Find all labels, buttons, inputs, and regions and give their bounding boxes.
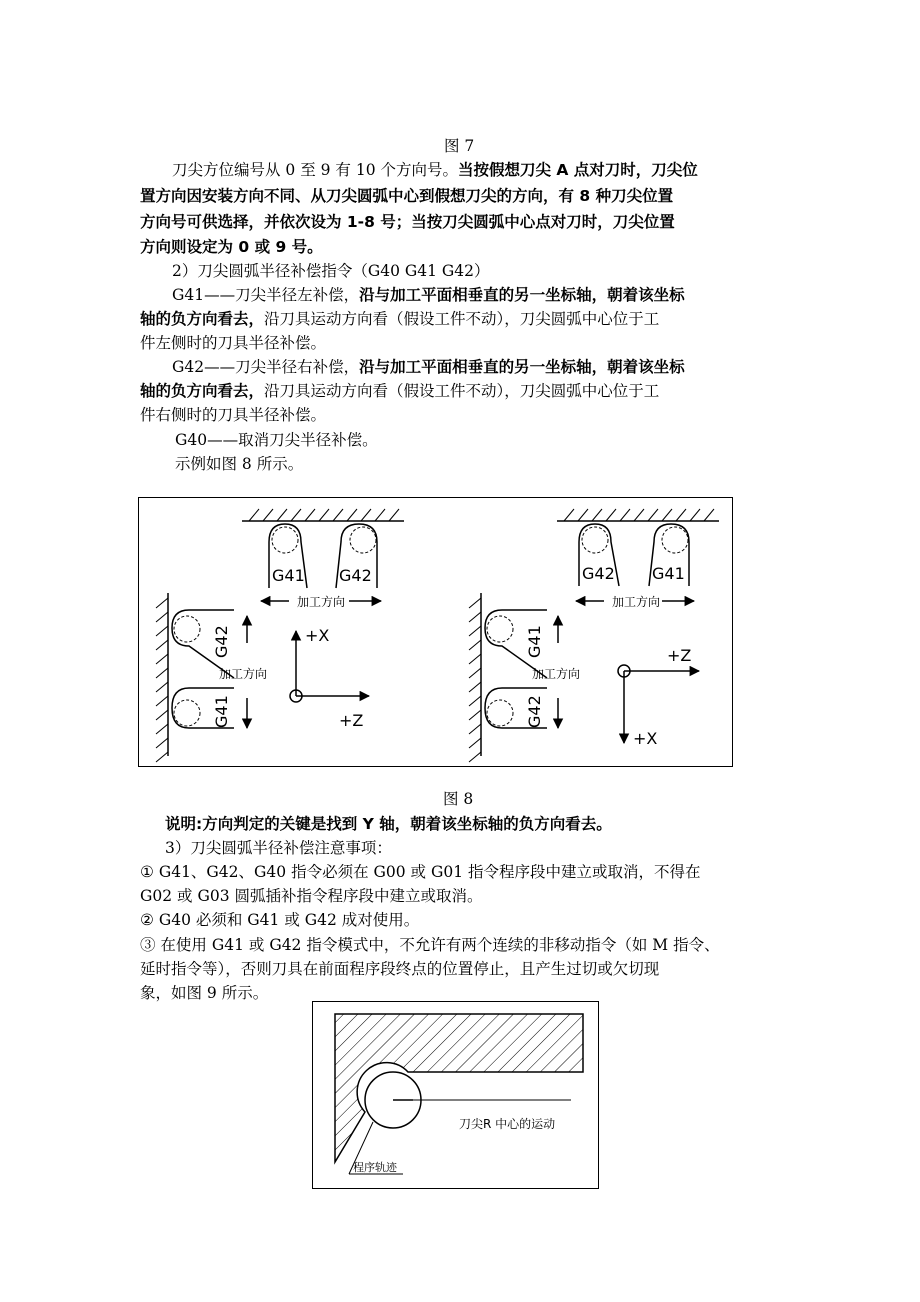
text-bold: 沿与加工平面相垂直的另一坐标轴，朝着该坐标 [359,358,685,376]
g41-line1 [172,283,685,307]
item2-line: ② G40 必须和 G41 或 G42 成对使用。 [140,911,420,929]
item3-line1: ③ 在使用 G41 或 G42 指令模式中，不允许有两个连续的非移动指令（如 M 指令、 [140,936,720,954]
label-direction: 加工方向 [297,595,346,609]
label-plus-z: +Z [339,711,364,730]
text: 沿刀具运动方向看（假设工件不动），刀尖圆弧中心位于工 [264,310,660,328]
item1-line2: G02 或 G03 圆弧插补指令程序段中建立或取消。 [140,887,483,905]
g40-line: G40——取消刀尖半径补偿。 [175,431,378,449]
tool-nose-circle [272,527,298,553]
label-plus-x: +X [305,626,330,645]
para1-line2: 置方向因安装方向不同、从刀尖圆弧中心到假想刀尖的方向，有 8 种刀尖位置 [140,187,674,205]
text: 刀尖方位编号从 0 至 9 有 10 个方向号。 [172,161,459,179]
text-bold: 沿与加工平面相垂直的另一坐标轴，朝着该坐标 [359,286,685,304]
label-plus-x: +X [633,729,658,748]
label-g42-side: G42 [525,695,544,728]
heading-3: 3）刀尖圆弧半径补偿注意事项： [165,839,392,857]
para1-line3: 方向号可供选择，并依次设为 1-8 号；当按刀尖圆弧中心点对刀时，刀尖位置 [140,213,675,231]
para1-line1 [172,158,698,182]
text: G41——刀尖半径左补偿， [172,286,360,304]
g42-line2 [140,379,659,403]
tool-nose-circle [350,527,376,553]
label-direction: 加工方向 [612,595,661,609]
g42-line1 [172,355,685,379]
para1-line4: 方向则设定为 0 或 9 号。 [140,238,323,256]
fig7-caption: 图 7 [444,137,475,155]
g42-line3: 件右侧时的刀具半径补偿。 [140,406,327,424]
figure-9-drawing [313,1002,598,1188]
heading-2: 2）刀尖圆弧半径补偿指令（G40 G41 G42） [172,262,490,280]
figure-9 [312,1001,599,1189]
g41-line3: 件左侧时的刀具半径补偿。 [140,334,327,352]
label-g42: G42 [582,564,615,583]
label-g42: G42 [339,566,372,585]
label-center-path: 刀尖R 中心的运动 [459,1117,556,1131]
item3-line2: 延时指令等），否则刀具在前面程序段终点的位置停止，且产生过切或欠切现 [140,960,660,978]
figure-8 [138,497,733,767]
label-g41-side: G41 [525,625,544,658]
g41-line2 [140,307,659,331]
label-g41: G41 [272,566,305,585]
example-line: 示例如图 8 所示。 [175,455,304,473]
text: G42——刀尖半径右补偿， [172,358,360,376]
label-g42-side: G42 [212,625,231,658]
text-bold: 轴的负方向看去， [140,310,265,328]
text-bold: 当按假想刀尖 A 点对刀时，刀尖位 [458,161,698,179]
label-g41-side: G41 [212,695,231,728]
text-bold: 轴的负方向看去， [140,382,265,400]
item3-line3: 象，如图 9 所示。 [140,984,269,1002]
fig8-caption: 图 8 [443,790,474,808]
label-program-path: 程序轨迹 [353,1161,397,1174]
figure-8-drawing [139,498,732,766]
label-direction-side: 加工方向 [219,667,268,681]
label-g41: G41 [652,564,685,583]
label-direction-side: 加工方向 [532,667,581,681]
label-plus-z: +Z [667,646,692,665]
note-line: 说明:方向判定的关键是找到 Y 轴，朝着该坐标轴的负方向看去。 [165,815,612,833]
item1-line1: ① G41、G42、G40 指令必须在 G00 或 G01 指令程序段中建立或取消，不得在 [140,863,701,881]
text: 沿刀具运动方向看（假设工件不动），刀尖圆弧中心位于工 [264,382,660,400]
